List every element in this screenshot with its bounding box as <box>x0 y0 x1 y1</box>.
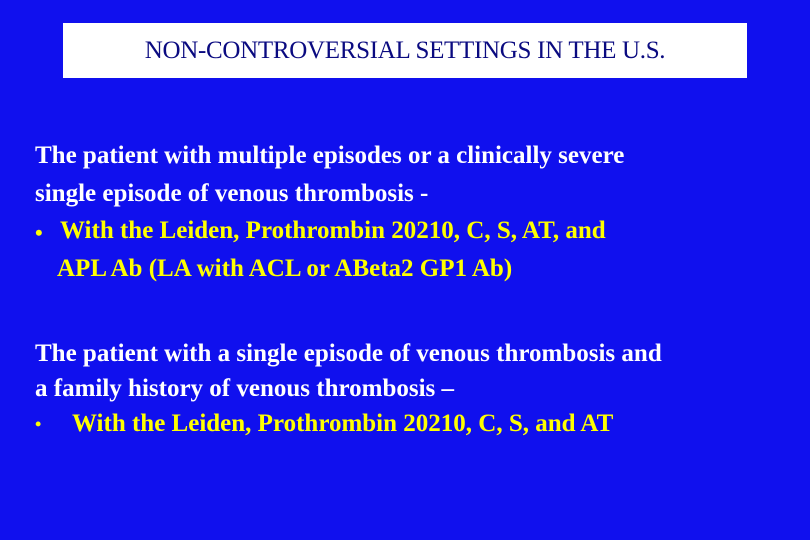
section2-bullet-line1: With the Leiden, Prothrombin 20210, C, S, and AT <box>72 410 614 437</box>
section1-heading-line2: single episode of venous thrombosis - <box>35 180 429 207</box>
section1-heading-line1: The patient with multiple episodes or a clinically severe <box>35 142 625 169</box>
section1-bullet-line1: With the Leiden, Prothrombin 20210, C, S, AT, and <box>60 217 606 244</box>
section2-heading-line1: The patient with a single episode of venous thrombosis and <box>35 340 662 367</box>
title-box <box>63 23 747 78</box>
section1-bullet-icon: • <box>35 220 43 245</box>
page-title: NON-CONTROVERSIAL SETTINGS IN THE U.S. <box>144 36 666 64</box>
section2-heading-line2: a family history of venous thrombosis – <box>35 375 455 402</box>
section1-bullet-line2: APL Ab (LA with ACL or ABeta2 GP1 Ab) <box>57 255 513 282</box>
section2-bullet-icon: • <box>35 414 42 434</box>
